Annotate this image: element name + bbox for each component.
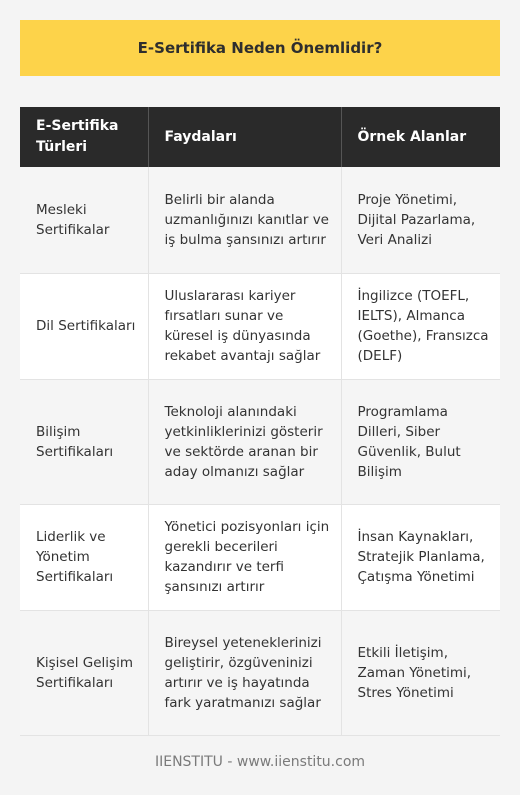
table-row xyxy=(20,379,500,504)
certificate-table xyxy=(20,107,500,736)
cell-examples: İnsan Kaynakları, Stratejik Planlama, Çatışma Yönetimi xyxy=(341,504,500,610)
table-row xyxy=(20,273,500,379)
header-examples: Örnek Alanlar xyxy=(341,107,500,167)
cell-benefits: Teknoloji alanındaki yetkinliklerinizi gösterir ve sektörde aranan bir aday olmanızı sağlar xyxy=(148,379,341,504)
cell-benefits: Uluslararası kariyer fırsatları sunar ve küresel iş dünyasında rekabet avantajı sağlar xyxy=(148,273,341,379)
cell-cert-type: Bilişim Sertifikaları xyxy=(20,379,148,504)
header-benefits: Faydaları xyxy=(148,107,341,167)
cell-cert-type: Mesleki Sertifikalar xyxy=(20,167,148,273)
page-title: E-Sertifika Neden Önemlidir? xyxy=(137,39,383,57)
cell-examples: Etkili İletişim, Zaman Yönetimi, Stres Yönetimi xyxy=(341,610,500,735)
table-row xyxy=(20,167,500,273)
cell-examples: Proje Yönetimi, Dijital Pazarlama, Veri Analizi xyxy=(341,167,500,273)
cell-examples: İngilizce (TOEFL, IELTS), Almanca (Goethe), Fransızca (DELF) xyxy=(341,273,500,379)
cell-examples: Programlama Dilleri, Siber Güvenlik, Bulut Bilişim xyxy=(341,379,500,504)
cell-cert-type: Dil Sertifikaları xyxy=(20,273,148,379)
cell-benefits: Bireysel yeteneklerinizi geliştirir, özgüveninizi artırır ve iş hayatında fark yaratmanızı sağlar xyxy=(148,610,341,735)
table-row xyxy=(20,504,500,610)
table-header-row xyxy=(20,107,500,167)
cell-cert-type: Kişisel Gelişim Sertifikaları xyxy=(20,610,148,735)
cell-benefits: Belirli bir alanda uzmanlığınızı kanıtlar ve iş bulma şansınızı artırır xyxy=(148,167,341,273)
cell-benefits: Yönetici pozisyonları için gerekli becerileri kazandırır ve terfi şansınızı artırır xyxy=(148,504,341,610)
title-banner xyxy=(20,20,500,76)
table-row xyxy=(20,610,500,735)
footer-credit: IIENSTITU - www.iienstitu.com xyxy=(154,754,366,770)
cell-cert-type: Liderlik ve Yönetim Sertifikaları xyxy=(20,504,148,610)
header-cert-types: E-Sertifika Türleri xyxy=(20,107,148,167)
